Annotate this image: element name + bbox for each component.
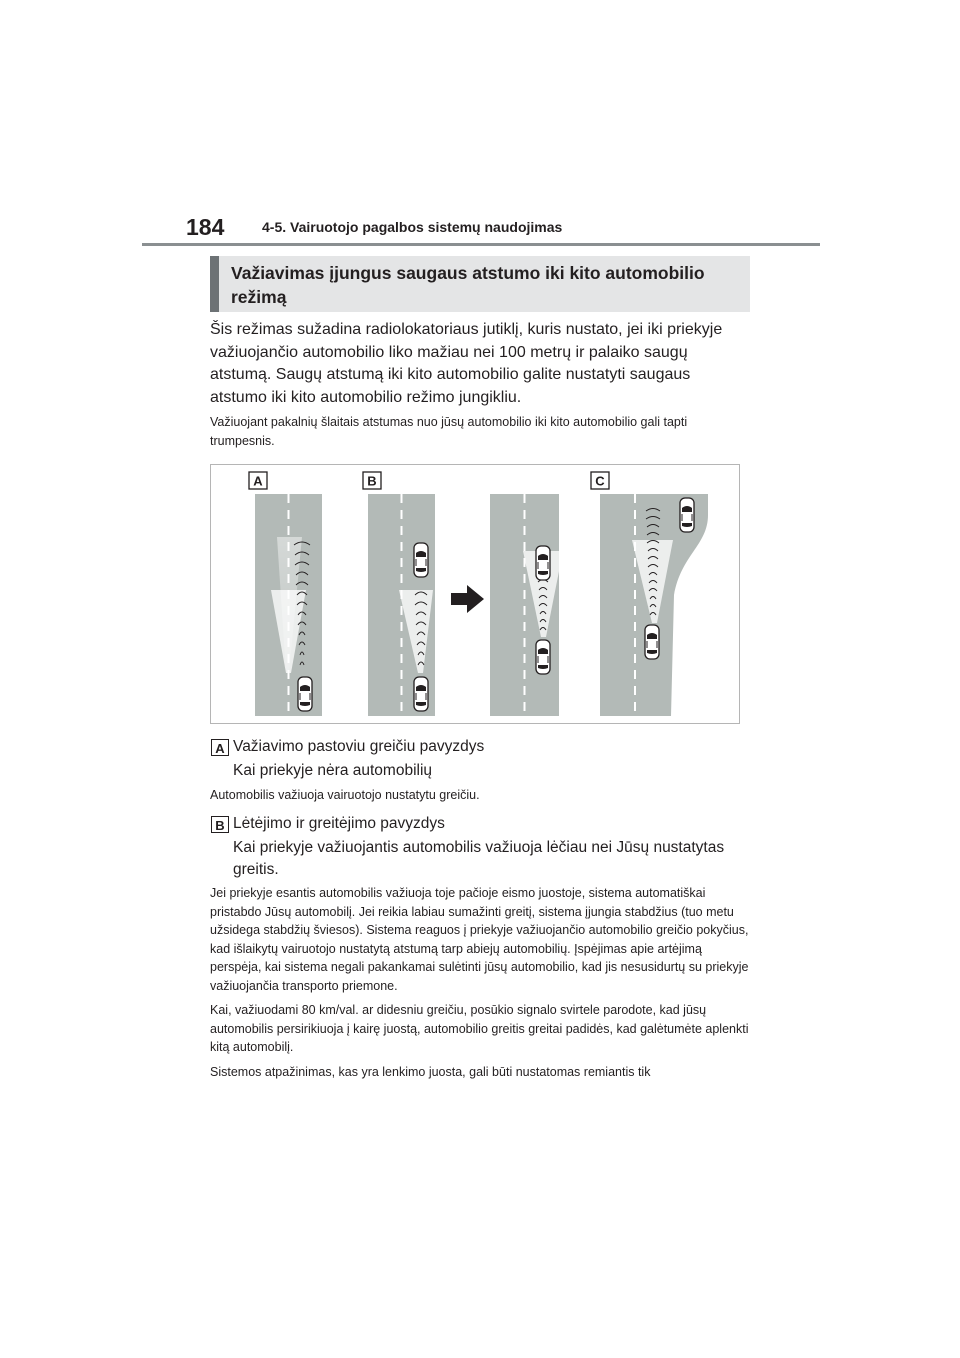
figure-label-b-text: B bbox=[367, 473, 377, 489]
item-a-badge: A bbox=[211, 739, 229, 756]
item-b-badge: B bbox=[211, 816, 229, 833]
item-a-title: Važiavimo pastoviu greičiu pavyzdys bbox=[233, 738, 485, 755]
figure-label-b bbox=[363, 472, 381, 489]
arrow-icon bbox=[451, 585, 484, 613]
section-title: 4-5. Vairuotojo pagalbos sistemų naudojimas bbox=[262, 219, 563, 235]
page-number: 184 bbox=[186, 214, 225, 240]
figure-diagram bbox=[210, 464, 740, 724]
item-a-paragraph: Automobilis važiuoja vairuotojo nustatytu greičiu. bbox=[210, 788, 480, 802]
item-b-paragraph-2: Kai, važiuodami 80 km/val. ar didesniu greičiu, posūkio signalo svirtele parodote, kad jūsų automobilis persirikiuoja į kairę juostą, automobilio greitis greitai padidės, kad galėtumėte aplenkti kitą automobilį. bbox=[210, 1003, 749, 1054]
item-b-paragraph-1: Jei priekyje esantis automobilis važiuoja toje pačioje eismo juostoje, sistema automatiškai pristabdo Jūsų automobilį. Jei reikia labiau sumažinti greitį, sistema įjungia stabdžius (tuo metu užsidega stabdžių šviesos). Sistema reaguos į priekyje važiuojančio automobilio greičio pokyčius, kad išlaikytų vairuotojo nustatytą atstumą tarp abiejų automobilių. Įspėjimas apie artėjimą perspėja, kai sistema negali pakankamai sulėtinti jūsų automobilio, kad jis nesusidurtų su priekyje važiuojančia transporto priemone. bbox=[210, 886, 749, 993]
distance-control-illustration bbox=[211, 465, 739, 723]
item-b-subtitle: Kai priekyje važiuojantis automobilis važiuoja lėčiau nei Jūsų nustatytas greitis. bbox=[233, 839, 725, 878]
heading-box bbox=[210, 256, 750, 312]
figure-label-c-text: C bbox=[595, 473, 605, 489]
figure-label-a-text: A bbox=[253, 473, 263, 489]
intro-paragraph: Šis režimas sužadina radiolokatoriaus jutiklį, kuris nustato, jei iki priekyje važiuojančio automobilio liko mažiau nei 100 metrų ir palaiko saugų atstumą. Saugų atstumą iki kito automobilio galite nustatyti saugaus atstumo iki kito automobilio režimo jungikliu. bbox=[210, 321, 723, 406]
figure-label-a bbox=[249, 472, 267, 489]
figure-label-c bbox=[591, 472, 609, 489]
item-b-title: Lėtėjimo ir greitėjimo pavyzdys bbox=[233, 815, 445, 832]
note-paragraph: Važiuojant pakalnių šlaitais atstumas nuo jūsų automobilio iki kito automobilio gali tapti trumpesnis. bbox=[210, 415, 688, 448]
item-b-paragraph-3: Sistemos atpažinimas, kas yra lenkimo juosta, gali būti nustatomas remiantis tik bbox=[210, 1064, 651, 1079]
header-rule bbox=[142, 243, 820, 246]
item-a-subtitle: Kai priekyje nėra automobilių bbox=[233, 762, 433, 779]
item-b-body bbox=[210, 884, 750, 1087]
heading-title: Važiavimas įjungus saugaus atstumo iki kito automobilio režimą bbox=[231, 263, 705, 307]
